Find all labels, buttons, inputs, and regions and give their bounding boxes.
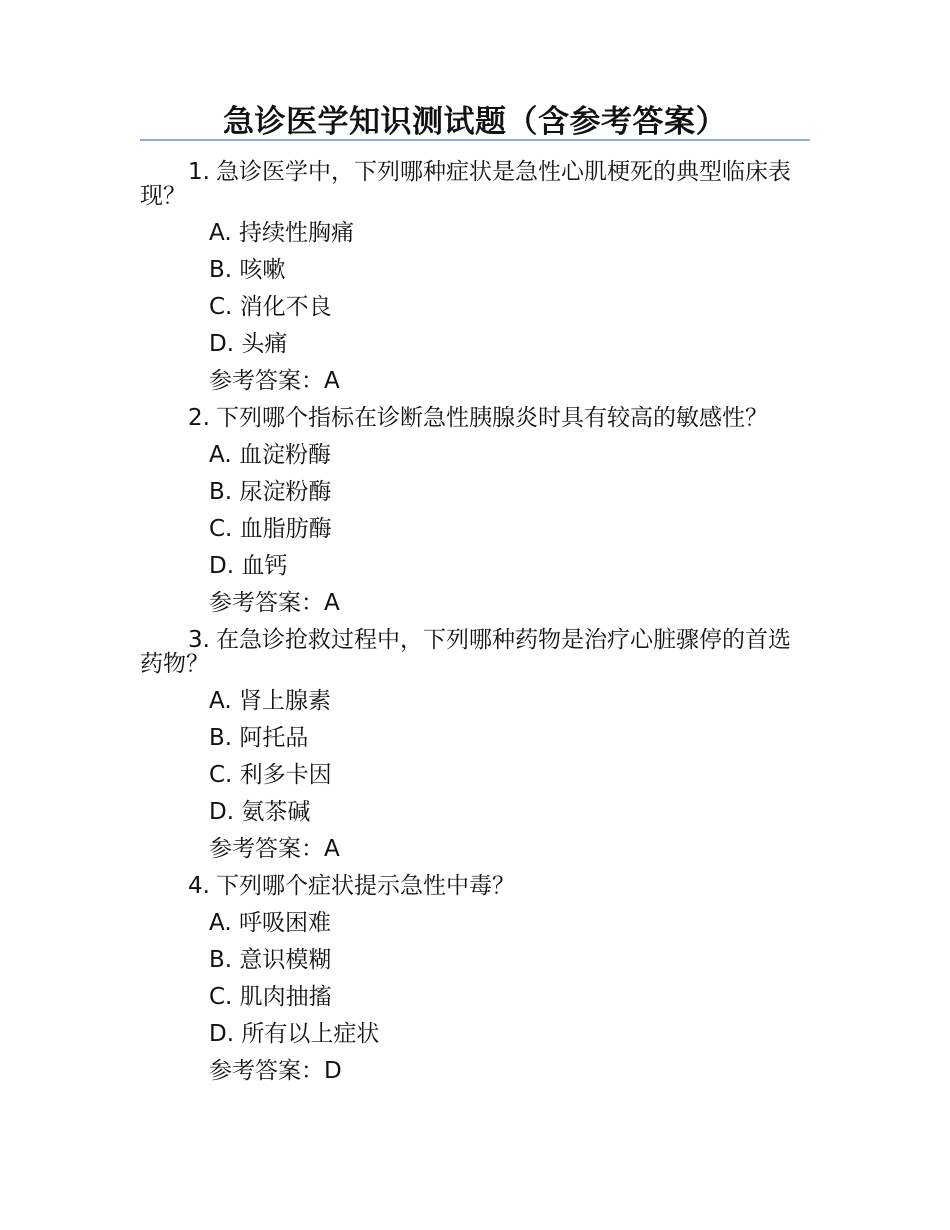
question-stem: [140, 400, 812, 437]
question-stem: [140, 868, 812, 905]
option-d: D. 头痛: [209, 331, 288, 357]
document-title: 急诊医学知识测试题（含参考答案）: [223, 104, 727, 140]
question-text: 下列哪个指标在诊断急性胰腺炎时具有较高的敏感性？: [215, 405, 768, 431]
question-text: 急诊医学中，下列哪种症状是急性心肌梗死的典型临床表现？: [140, 159, 791, 209]
question-stem: [140, 622, 812, 683]
option-b: B. 阿托品: [209, 725, 309, 751]
question-text: 下列哪个症状提示急性中毒？: [215, 873, 515, 899]
option-a: A. 呼吸困难: [209, 910, 331, 936]
question-number: 3.: [188, 627, 210, 653]
option-c: C. 肌肉抽搐: [209, 984, 332, 1010]
question-2: [0, 400, 950, 622]
option-a: A. 肾上腺素: [209, 688, 331, 714]
option-b: B. 咳嗽: [209, 257, 286, 283]
question-number: 2.: [188, 405, 210, 431]
question-list: [0, 154, 950, 1090]
question-3: [0, 622, 950, 868]
option-c: C. 消化不良: [209, 294, 332, 320]
reference-answer: 参考答案：A: [209, 836, 340, 862]
question-4: [0, 868, 950, 1090]
option-d: D. 所有以上症状: [209, 1021, 380, 1047]
option-a: A. 持续性胸痛: [209, 220, 354, 246]
option-c: C. 血脂肪酶: [209, 516, 332, 542]
question-number: 4.: [188, 873, 210, 899]
reference-answer: 参考答案：A: [209, 368, 340, 394]
option-c: C. 利多卡因: [209, 762, 332, 788]
option-d: D. 血钙: [209, 553, 288, 579]
question-stem: [140, 154, 812, 215]
option-b: B. 意识模糊: [209, 947, 332, 973]
question-text: 在急诊抢救过程中，下列哪种药物是治疗心脏骤停的首选药物？: [140, 627, 791, 677]
question-number: 1.: [188, 159, 210, 185]
option-b: B. 尿淀粉酶: [209, 479, 332, 505]
option-a: A. 血淀粉酶: [209, 442, 331, 468]
question-1: [0, 154, 950, 400]
reference-answer: 参考答案：D: [209, 1058, 342, 1084]
option-d: D. 氨茶碱: [209, 799, 311, 825]
reference-answer: 参考答案：A: [209, 590, 340, 616]
title-underline: [140, 139, 810, 141]
